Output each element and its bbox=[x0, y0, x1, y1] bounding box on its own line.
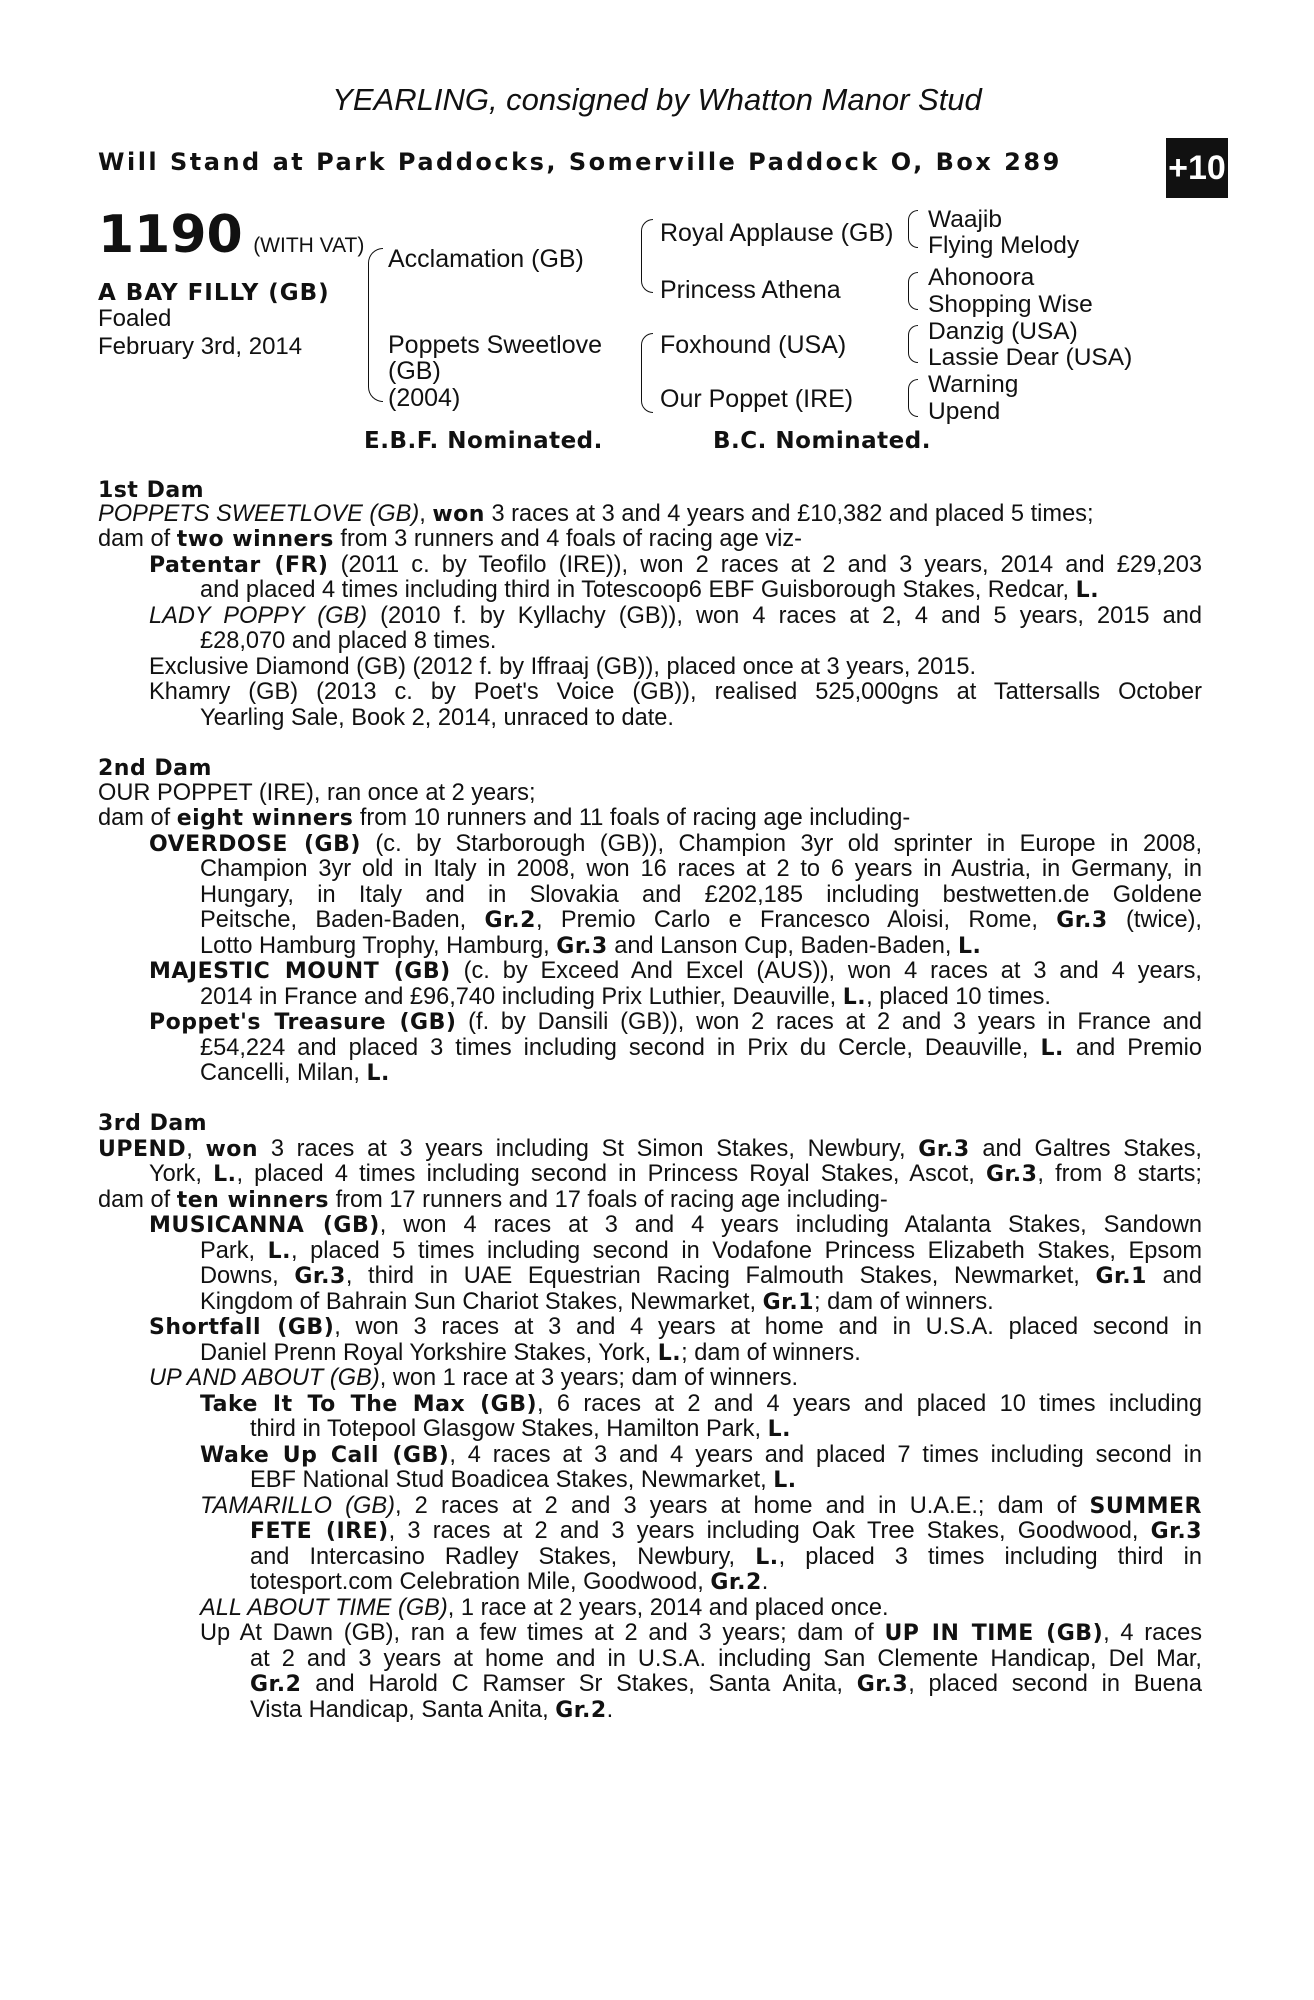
grandprogeny-wake-up-call-cont: EBF National Stud Boadicea Stakes, Newmarket, L. bbox=[250, 1467, 797, 1493]
pedigree-brace-g3-2 bbox=[908, 272, 918, 310]
g3-lassie-dear: Lassie Dear (USA) bbox=[928, 344, 1133, 371]
third-dam-heading: 3rd Dam bbox=[98, 1111, 208, 1136]
grandprogeny-tamarillo-cont-1: FETE (IRE), 3 races at 2 and 3 years including Oak Tree Stakes, Goodwood, Gr.3 bbox=[250, 1518, 1203, 1544]
sire: Acclamation (GB) bbox=[388, 245, 584, 273]
grandprogeny-up-at-dawn-cont-2: Gr.2 and Harold C Ramser Sr Stakes, Santa Anita, Gr.3, placed second in Buena bbox=[250, 1671, 1202, 1697]
third-dam-produce-summary: dam of ten winners from 17 runners and 17 foals of racing age including- bbox=[98, 1187, 888, 1213]
grandprogeny-take-it-to-the-max-cont: third in Totepool Glasgow Stakes, Hamilton Park, L. bbox=[250, 1416, 791, 1442]
dam-line-2: (GB) bbox=[388, 357, 441, 385]
first-dam-produce-summary: dam of two winners from 3 runners and 4 foals of racing age viz- bbox=[98, 526, 803, 552]
progeny-khamry: Khamry (GB) (2013 c. by Poet's Voice (GB)), realised 525,000gns at Tattersalls October bbox=[149, 679, 1202, 705]
progeny-patentar-cont: and placed 4 times including third in Totescoop6 EBF Guisborough Stakes, Redcar, L. bbox=[200, 577, 1100, 603]
second-dam-heading: 2nd Dam bbox=[98, 756, 212, 781]
pedigree-brace-g3-1 bbox=[908, 210, 918, 248]
progeny-khamry-cont: Yearling Sale, Book 2, 2014, unraced to date. bbox=[200, 705, 674, 731]
sire-dam: Princess Athena bbox=[660, 276, 841, 304]
dam-line-3: (2004) bbox=[388, 384, 461, 412]
pedigree-brace-main bbox=[368, 248, 383, 402]
pedigree-brace-g3-3 bbox=[908, 325, 918, 363]
grandprogeny-tamarillo-cont-3: totesport.com Celebration Mile, Goodwood, Gr.2. bbox=[250, 1569, 769, 1595]
grandprogeny-take-it-to-the-max: Take It To The Max (GB), 6 races at 2 and 4 years and placed 10 times including bbox=[200, 1391, 1202, 1417]
dam-line-1: Poppets Sweetlove bbox=[388, 331, 603, 359]
consignment-line: YEARLING, consigned by Whatton Manor Stud bbox=[332, 82, 982, 117]
progeny-shortfall-cont: Daniel Prenn Royal Yorkshire Stakes, York, L.; dam of winners. bbox=[200, 1340, 861, 1366]
g3-waajib: Waajib bbox=[928, 206, 1002, 233]
second-dam-produce-summary: dam of eight winners from 10 runners and 11 foals of racing age including- bbox=[98, 805, 911, 831]
ebf-nomination: E.B.F. Nominated. bbox=[364, 428, 603, 454]
progeny-poppets-treasure-cont-1: £54,224 and placed 3 times including second in Prix du Cercle, Deauville, L. and Premio bbox=[200, 1035, 1202, 1061]
sire-sire: Royal Applause (GB) bbox=[660, 219, 894, 247]
pedigree-brace-g3-4 bbox=[908, 379, 918, 417]
progeny-up-and-about: UP AND ABOUT (GB), won 1 race at 3 years; dam of winners. bbox=[149, 1365, 799, 1391]
grandprogeny-up-at-dawn: Up At Dawn (GB), ran a few times at 2 and 3 years; dam of UP IN TIME (GB), 4 races bbox=[200, 1620, 1202, 1646]
g3-danzig: Danzig (USA) bbox=[928, 318, 1078, 345]
progeny-exclusive-diamond: Exclusive Diamond (GB) (2012 f. by Iffraaj (GB)), placed once at 3 years, 2015. bbox=[149, 654, 977, 680]
g3-ahonoora: Ahonoora bbox=[928, 264, 1035, 291]
progeny-musicanna-cont-2: Downs, Gr.3, third in UAE Equestrian Racing Falmouth Stakes, Newmarket, Gr.1 and bbox=[200, 1263, 1202, 1289]
grandprogeny-all-about-time: ALL ABOUT TIME (GB), 1 race at 2 years, 2014 and placed once. bbox=[200, 1595, 889, 1621]
g3-warning: Warning bbox=[928, 371, 1019, 398]
progeny-overdose-cont-4: Lotto Hamburg Trophy, Hamburg, Gr.3 and Lanson Cup, Baden-Baden, L. bbox=[200, 933, 982, 959]
second-dam-line: OUR POPPET (IRE), ran once at 2 years; bbox=[98, 780, 536, 806]
progeny-overdose-cont-1: Champion 3yr old in Italy in 2008, won 16 races at 2 to 6 years in Austria, in Germany, in bbox=[200, 856, 1202, 882]
dam-dam: Our Poppet (IRE) bbox=[660, 385, 854, 413]
first-dam-heading: 1st Dam bbox=[98, 478, 205, 503]
progeny-musicanna: MUSICANNA (GB), won 4 races at 3 and 4 years including Atalanta Stakes, Sandown bbox=[149, 1212, 1202, 1238]
g3-shopping-wise: Shopping Wise bbox=[928, 291, 1093, 318]
grandprogeny-tamarillo-cont-2: and Intercasino Radley Stakes, Newbury, L., placed 3 times including third in bbox=[250, 1544, 1202, 1570]
foaled-date: February 3rd, 2014 bbox=[98, 333, 303, 360]
progeny-musicanna-cont-1: Park, L., placed 5 times including second in Vodafone Princess Elizabeth Stakes, Epsom bbox=[200, 1238, 1202, 1264]
progeny-patentar: Patentar (FR) (2011 c. by Teofilo (IRE)), won 2 races at 2 and 3 years, 2014 and £29,203 bbox=[149, 552, 1202, 578]
g3-upend: Upend bbox=[928, 398, 1001, 425]
progeny-shortfall: Shortfall (GB), won 3 races at 3 and 4 years at home and in U.S.A. placed second in bbox=[149, 1314, 1202, 1340]
progeny-majestic-mount: MAJESTIC MOUNT (GB) (c. by Exceed And Excel (AUS)), won 4 races at 3 and 4 years, bbox=[149, 958, 1202, 984]
progeny-majestic-mount-cont: 2014 in France and £96,740 including Prix Luthier, Deauville, L., placed 10 times. bbox=[200, 984, 1051, 1010]
bc-nomination: B.C. Nominated. bbox=[713, 428, 931, 454]
lot-number: 1190 bbox=[98, 205, 243, 265]
lot-description: A BAY FILLY (GB) bbox=[98, 280, 330, 306]
g3-flying-melody: Flying Melody bbox=[928, 232, 1080, 259]
progeny-poppets-treasure: Poppet's Treasure (GB) (f. by Dansili (GB)), won 2 races at 2 and 3 years in France and bbox=[149, 1009, 1202, 1035]
lot-number-block bbox=[98, 205, 364, 265]
progeny-overdose: OVERDOSE (GB) (c. by Starborough (GB)), Champion 3yr old sprinter in Europe in 2008, bbox=[149, 831, 1203, 857]
progeny-overdose-cont-3: Peitsche, Baden-Baden, Gr.2, Premio Carlo e Francesco Aloisi, Rome, Gr.3 (twice), bbox=[200, 907, 1202, 933]
progeny-overdose-cont-2: Hungary, in Italy and in Slovakia and £202,185 including bestwetten.de Goldene bbox=[200, 882, 1202, 908]
stand-location: Will Stand at Park Paddocks, Somerville Paddock O, Box 289 bbox=[98, 148, 1062, 176]
plus-10-badge: +10 bbox=[1166, 138, 1228, 198]
pedigree-brace-sire bbox=[641, 219, 653, 293]
foaled-label: Foaled bbox=[98, 305, 172, 332]
vat-note: (WITH VAT) bbox=[253, 234, 365, 257]
third-dam-line-cont: York, L., placed 4 times including second in Princess Royal Stakes, Ascot, Gr.3, from 8 starts; bbox=[149, 1161, 1202, 1187]
third-dam-line: UPEND, won 3 races at 3 years including St Simon Stakes, Newbury, Gr.3 and Galtres Stakes, bbox=[98, 1136, 1202, 1162]
first-dam-line: POPPETS SWEETLOVE (GB), won 3 races at 3 and 4 years and £10,382 and placed 5 times; bbox=[98, 501, 1094, 527]
pedigree-brace-dam bbox=[641, 333, 653, 413]
grandprogeny-wake-up-call: Wake Up Call (GB), 4 races at 3 and 4 years and placed 7 times including second in bbox=[200, 1442, 1202, 1468]
progeny-lady-poppy-cont: £28,070 and placed 8 times. bbox=[200, 628, 497, 654]
grandprogeny-tamarillo: TAMARILLO (GB), 2 races at 2 and 3 years at home and in U.A.E.; dam of SUMMER bbox=[200, 1493, 1202, 1519]
grandprogeny-up-at-dawn-cont-1: at 2 and 3 years at home and in U.S.A. including San Clemente Handicap, Del Mar, bbox=[250, 1646, 1202, 1672]
progeny-lady-poppy: LADY POPPY (GB) (2010 f. by Kyllachy (GB)), won 4 races at 2, 4 and 5 years, 2015 and bbox=[149, 603, 1202, 629]
progeny-poppets-treasure-cont-2: Cancelli, Milan, L. bbox=[200, 1060, 390, 1086]
grandprogeny-up-at-dawn-cont-3: Vista Handicap, Santa Anita, Gr.2. bbox=[250, 1697, 614, 1723]
dam-sire: Foxhound (USA) bbox=[660, 331, 847, 359]
progeny-musicanna-cont-3: Kingdom of Bahrain Sun Chariot Stakes, Newmarket, Gr.1; dam of winners. bbox=[200, 1289, 994, 1315]
